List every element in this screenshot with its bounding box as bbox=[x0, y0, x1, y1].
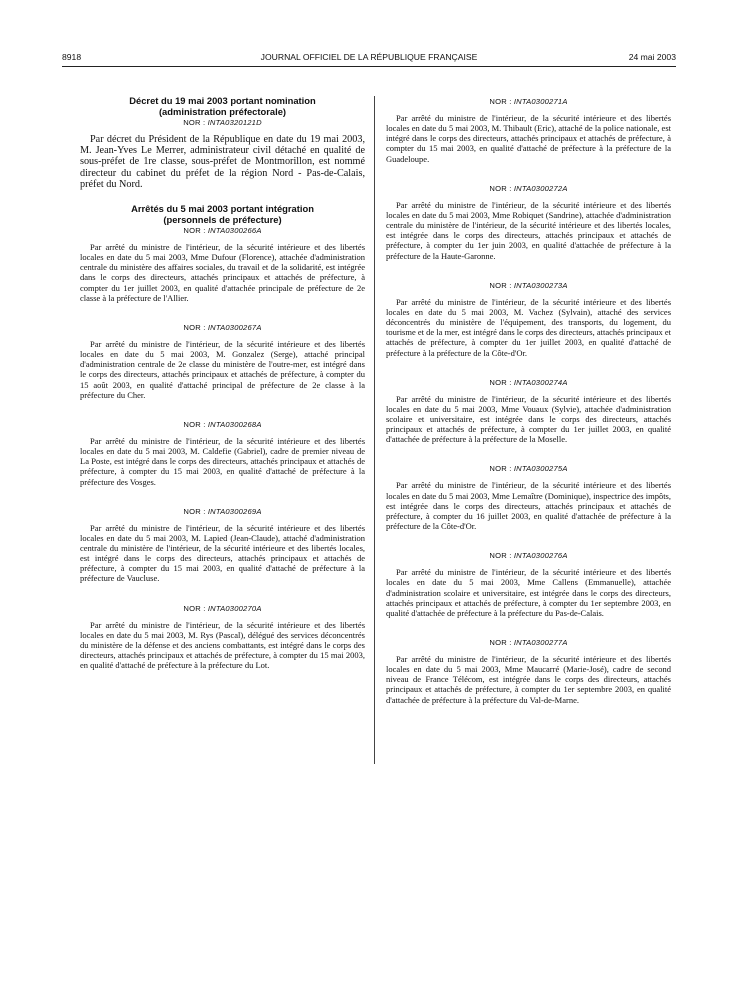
arrete-text: Par arrêté du ministre de l'intérieur, de la sécurité intérieure et des libertés locales en date du 5 mai 2003, Mme Dufour (Florence), attachée d'administration centrale du ministère des affaires sociales, du travail et de la solidarité, est intégrée dans le corps des directeurs, attachés principaux et attachés de préfecture, à compter du 1er juillet 2003, en qualité d'attachée principale de préfecture de 2e classe à la préfecture de l'Allier. bbox=[80, 242, 365, 303]
nor-code: INTA0300271A bbox=[513, 97, 568, 106]
arrete-entry bbox=[386, 378, 671, 445]
nor-code: INTA0300276A bbox=[513, 551, 568, 561]
arrete-entry bbox=[386, 464, 671, 531]
arrete-entry bbox=[386, 184, 671, 261]
decree-text: Par décret du Président de la République en date du 19 mai 2003, M. Jean-Yves Le Merrer, administrateur civil détaché en qualité de sous-préfet de 1re classe, sous-préfet de Montmorillon, est nommé directeur du cabinet du préfet de la région Nord - Pas-de-Calais, préfet du Nord. bbox=[80, 134, 365, 190]
arrete-entry bbox=[386, 638, 671, 705]
arrete-entry bbox=[80, 226, 365, 303]
arrete-text: Par arrêté du ministre de l'intérieur, de la sécurité intérieure et des libertés locales en date du 5 mai 2003, M. Caldefie (Gabriel), cadre de premier niveau de La Poste, est intégré dans le corps des directeurs, attachés principaux et attachés de préfecture, à compter du 15 mai 2003, en qualité d'attaché de préfecture à la préfecture des Vosges. bbox=[80, 435, 365, 487]
nor-code: INTA0300268A bbox=[207, 419, 262, 429]
right-column bbox=[386, 96, 671, 705]
nor-reference bbox=[386, 378, 671, 388]
decree-title-line2: (administration préfectorale) bbox=[158, 105, 287, 117]
nor-code: INTA0300277A bbox=[513, 638, 568, 647]
arretes-title bbox=[80, 204, 365, 225]
nor-code: INTA0300266A bbox=[207, 226, 262, 236]
nor-label: NOR : bbox=[489, 280, 512, 290]
issue-date: 24 mai 2003 bbox=[628, 52, 676, 62]
nor-reference bbox=[386, 281, 671, 291]
header-rule bbox=[62, 66, 676, 67]
arrete-entry bbox=[80, 420, 365, 487]
arrete-text: Par arrêté du ministre de l'intérieur, de la sécurité intérieure et des libertés locales en date du 5 mai 2003, M. Lapied (Jean-Claude), attaché d'administration centrale du ministère de l'intérieur, de la sécurité intérieure et des libertés locales, est intégré dans le corps des directeurs, attachés principaux et attachés de préfecture, à compter du 15 mai 2003, en qualité d'attaché de préfecture à la préfecture de Vaucluse. bbox=[80, 522, 365, 584]
nor-label: NOR : bbox=[489, 97, 512, 106]
nor-code: INTA0300270A bbox=[207, 603, 262, 613]
arrete-entry bbox=[80, 604, 365, 671]
nor-code: INTA0300273A bbox=[513, 280, 568, 290]
arrete-text: Par arrêté du ministre de l'intérieur, de la sécurité intérieure et des libertés locales en date du 5 mai 2003, M. Rys (Pascal), délégué des services déconcentrés du ministère de la défense et des anciens combattants, est intégré dans le corps des directeurs, attachés principaux et attachés de préfecture, à compter du 15 mai 2003, en qualité d'attaché de préfecture à la préfecture du Lot. bbox=[80, 619, 365, 671]
nor-reference bbox=[386, 184, 671, 194]
nor-reference bbox=[80, 118, 365, 128]
nor-label: NOR : bbox=[183, 118, 206, 127]
decree-title-line1: Décret du 19 mai 2003 portant nomination bbox=[129, 95, 316, 106]
journal-title: JOURNAL OFFICIEL DE LA RÉPUBLIQUE FRANÇAISE bbox=[260, 52, 478, 62]
nor-reference bbox=[386, 638, 671, 648]
arrete-text: Par arrêté du ministre de l'intérieur, de la sécurité intérieure et des libertés locales en date du 5 mai 2003, Mme Maucarré (Marie-José), cadre de second niveau de France Télécom, est intégrée dans le corps des directeurs, attachés principaux et attachés de préfecture, à compter du 1er septembre 2003, en qualité d'attachée de préfecture à la préfecture du Val-de-Marne. bbox=[386, 654, 671, 705]
arrete-entry bbox=[386, 281, 671, 358]
nor-label: NOR : bbox=[183, 226, 206, 236]
nor-reference bbox=[80, 323, 365, 333]
arrete-text: Par arrêté du ministre de l'intérieur, de la sécurité intérieure et des libertés locales en date du 5 mai 2003, Mme Robiquet (Sandrine), attachée d'administration centrale du ministère de l'intérieur, de la sécurité intérieure et des libertés locales, est intégrée dans le corps des directeurs, attachés principaux et attachés de préfecture, à compter du 1er juin 2003, en qualité d'attachée de préfecture à la préfecture de la Haute-Garonne. bbox=[386, 199, 671, 261]
nor-reference bbox=[80, 226, 365, 236]
decree-title bbox=[80, 96, 365, 117]
arrete-text: Par arrêté du ministre de l'intérieur, de la sécurité intérieure et des libertés locales en date du 5 mai 2003, Mme Vouaux (Sylvie), attachée d'administration scolaire et universitaire, est intégrée dans le corps des directeurs, attachés principaux et attachés de préfecture, à compter du 1er juillet 2003, en qualité d'attachée de préfecture à la préfecture de la Moselle. bbox=[386, 393, 671, 445]
page-number: 8918 bbox=[62, 52, 82, 62]
nor-reference bbox=[80, 420, 365, 430]
nor-code: INTA0300269A bbox=[207, 506, 262, 516]
arretes-section bbox=[80, 204, 365, 670]
nor-label: NOR : bbox=[183, 506, 206, 516]
nor-label: NOR : bbox=[183, 603, 206, 613]
arrete-text: Par arrêté du ministre de l'intérieur, de la sécurité intérieure et des libertés locales en date du 5 mai 2003, Mme Lemaître (Dominique), inspectrice des impôts, est intégrée dans le corps des directeurs, attachés principaux et attachés de préfecture, à compter du 16 juillet 2003, en qualité d'attachée de préfecture à la préfecture de la Côte-d'Or. bbox=[386, 480, 671, 532]
nor-reference bbox=[80, 507, 365, 517]
arrete-text: Par arrêté du ministre de l'intérieur, de la sécurité intérieure et des libertés locales en date du 5 mai 2003, Mme Callens (Emmanuelle), attachée d'administration scolaire et universitaire, est intégrée dans le corps des directeurs, attachés principaux et attachés de préfecture, à compter du 1er septembre 2003, en qualité d'attachée de préfecture à la préfecture du Pas-de-Calais. bbox=[386, 567, 671, 618]
nor-label: NOR : bbox=[489, 551, 512, 561]
arrete-entry bbox=[386, 551, 671, 618]
nor-code: INTA0300267A bbox=[207, 322, 262, 332]
nor-label: NOR : bbox=[183, 322, 206, 332]
nor-reference bbox=[386, 97, 671, 107]
nor-code: INTA0320121D bbox=[207, 118, 262, 127]
decree-section bbox=[80, 96, 365, 190]
arretes-title-line2: (personnels de préfecture) bbox=[163, 213, 282, 225]
nor-reference bbox=[80, 604, 365, 614]
nor-label: NOR : bbox=[489, 464, 512, 474]
column-divider bbox=[374, 96, 375, 764]
nor-label: NOR : bbox=[489, 638, 512, 647]
arrete-text: Par arrêté du ministre de l'intérieur, de la sécurité intérieure et des libertés locales en date du 5 mai 2003, M. Vachez (Sylvain), attaché des services déconcentrés du ministère de l'équipement, des transports, du logement, du tourisme et de la mer, est intégré dans le corps des directeurs, attachés principaux et attachés de préfecture, à compter du 1er juillet 2003, en qualité d'attaché de préfecture à la préfecture de la Côte-d'Or. bbox=[386, 296, 671, 358]
nor-label: NOR : bbox=[183, 419, 206, 429]
arrete-text: Par arrêté du ministre de l'intérieur, de la sécurité intérieure et des libertés locales en date du 5 mai 2003, M. Thibault (Eric), attaché de la police nationale, est intégré dans le corps des directeurs, attachés principaux et attachés de préfecture, à compter du 15 mai 2003, en qualité d'attaché de préfecture à la préfecture de la Guadeloupe. bbox=[386, 113, 671, 164]
nor-code: INTA0300275A bbox=[513, 464, 568, 474]
nor-label: NOR : bbox=[489, 183, 512, 193]
nor-code: INTA0300274A bbox=[513, 377, 568, 387]
left-column bbox=[80, 96, 365, 670]
arrete-text: Par arrêté du ministre de l'intérieur, de la sécurité intérieure et des libertés locales en date du 5 mai 2003, M. Gonzalez (Serge), attaché principal d'administration centrale de 2e classe du ministère de l'outre-mer, est intégré dans le corps des directeurs, attachés principaux et attachés de préfecture, à compter du 15 août 2003, en qualité d'attaché principal de préfecture de 2e classe à la préfecture du Cher. bbox=[80, 338, 365, 400]
arretes-title-line1: Arrêtés du 5 mai 2003 portant intégration bbox=[131, 203, 314, 215]
arrete-entry bbox=[80, 507, 365, 584]
nor-reference bbox=[386, 551, 671, 561]
page-header bbox=[62, 52, 676, 66]
arrete-entry bbox=[80, 323, 365, 400]
nor-code: INTA0300272A bbox=[513, 183, 568, 193]
arrete-entry bbox=[386, 97, 671, 164]
nor-reference bbox=[386, 464, 671, 474]
nor-label: NOR : bbox=[489, 377, 512, 387]
